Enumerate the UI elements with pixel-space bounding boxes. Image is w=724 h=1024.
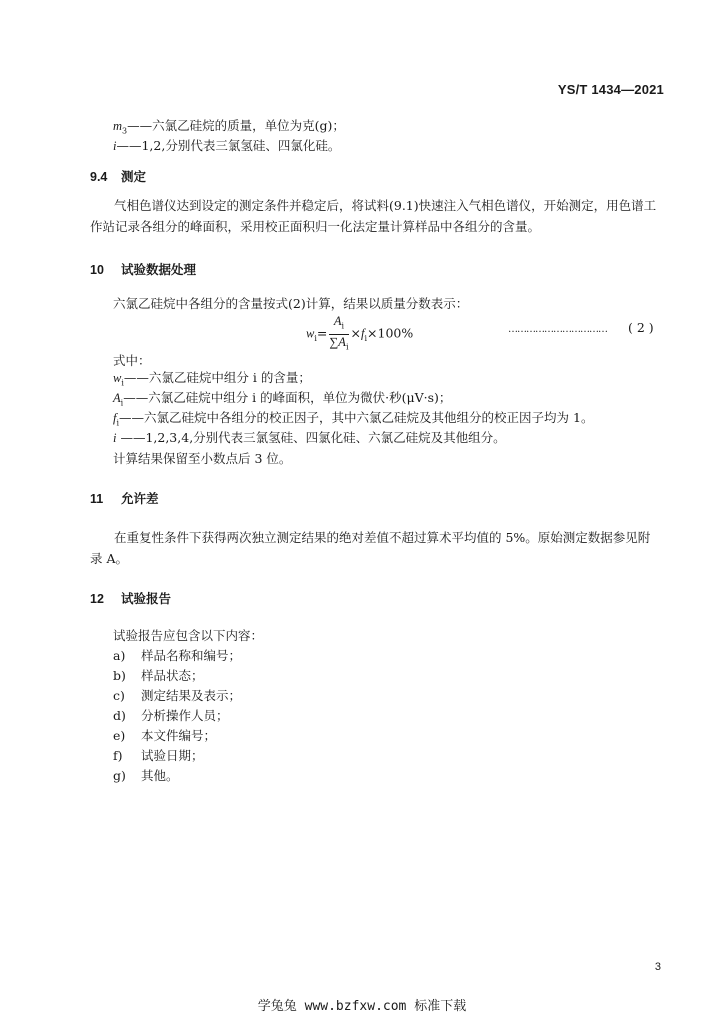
definition-text: ——1,2,3,4,分别代表三氯氢硅、四氯化硅、六氯乙硅烷及其他组分。 — [116, 430, 506, 445]
formula-tail: ×100% — [367, 325, 414, 341]
formula-fraction — [329, 314, 348, 354]
definition-i-components — [113, 429, 506, 447]
section-title: 测定 — [121, 170, 147, 184]
paragraph-11: 在重复性条件下获得两次独立测定结果的绝对差值不超过算术平均值的 5%。原始测定数据参见附录 A。 — [90, 530, 651, 566]
list-item — [113, 707, 229, 725]
formula-numerator: $A_i$ — [329, 314, 348, 335]
definition-subscript: i — [121, 378, 124, 388]
section-heading-9-4 — [90, 167, 146, 185]
list-item — [113, 687, 241, 705]
section-heading-10 — [90, 260, 196, 278]
definition-symbol: w — [113, 371, 122, 385]
formula-leader-dots: …………………………… — [508, 324, 607, 335]
section-number: 10 — [90, 263, 104, 277]
list-item-text: 测定结果及表示； — [141, 688, 242, 703]
list-item-label: c) — [113, 688, 125, 703]
section-number: 12 — [90, 592, 104, 606]
list-item-text: 其他。 — [141, 768, 179, 783]
formula-equals: = — [316, 325, 328, 341]
formula-f-subscript: i — [364, 334, 368, 343]
formula-2 — [306, 314, 413, 354]
where-label: 式中： — [113, 353, 151, 368]
section-heading-12 — [90, 589, 171, 607]
section-heading-11 — [90, 489, 159, 507]
definition-text: ——1,2,分别代表三氯氢硅、四氯化硅。 — [116, 138, 341, 153]
list-item — [113, 747, 204, 765]
definition-symbol: m — [113, 119, 123, 133]
list-item — [113, 767, 179, 785]
definition-i — [113, 137, 340, 155]
definition-subscript: i — [116, 418, 120, 428]
section-number: 9.4 — [90, 170, 108, 184]
list-item-label: d) — [113, 708, 126, 723]
definition-symbol: f — [113, 411, 117, 425]
list-item-label: b) — [113, 668, 126, 683]
formula-number: ( 2 ) — [628, 320, 654, 335]
paragraph-9-4: 气相色谱仪达到设定的测定条件并稳定后，将试料(9.1)快速注入气相色谱仪，开始测定，用色谱工作站记录各组分的峰面积，采用校正面积归一化法定量计算样品中各组分的含量。 — [90, 198, 657, 234]
list-item-text: 本文件编号； — [141, 728, 217, 743]
list-item-label: e) — [113, 728, 126, 743]
formula-times: × — [350, 325, 361, 341]
list-item — [113, 647, 241, 665]
definition-text: ——六氯乙硅烷的质量，单位为克(g)； — [127, 118, 345, 133]
section-title: 试验报告 — [121, 592, 172, 606]
formula-lhs: w — [306, 326, 315, 341]
section-number: 11 — [90, 492, 104, 506]
list-item — [113, 667, 204, 685]
list-item-label: f) — [113, 748, 123, 763]
formula-denominator: $\sum A_i$ — [329, 334, 349, 351]
list-item-text: 样品名称和编号； — [141, 648, 242, 663]
definition-subscript: i — [120, 398, 124, 408]
section-title: 试验数据处理 — [121, 263, 197, 277]
definition-text: ——六氯乙硅烷中各组分的校正因子，其中六氯乙硅烷及其他组分的校正因子均为 1。 — [119, 410, 594, 425]
formula-f: f — [360, 326, 365, 341]
rounding-note: 计算结果保留至小数点后 3 位。 — [113, 451, 292, 466]
download-footer[interactable]: 学兔兔 www.bzfxw.com 标准下载 — [257, 999, 467, 1014]
definition-text: ——六氯乙硅烷中组分 i 的含量； — [123, 370, 311, 385]
list-item — [113, 727, 216, 745]
definition-symbol: i — [113, 431, 117, 445]
definition-symbol: A — [113, 391, 121, 405]
formula-lhs-subscript: i — [314, 334, 317, 343]
section-title: 允许差 — [121, 492, 159, 506]
list-item-text: 样品状态； — [141, 668, 204, 683]
list-item-text: 分析操作人员； — [141, 708, 229, 723]
page-number: 3 — [654, 961, 661, 973]
definition-symbol: i — [113, 139, 117, 153]
list-item-text: 试验日期； — [141, 748, 204, 763]
list-item-label: g) — [113, 768, 126, 783]
definition-text: ——六氯乙硅烷中组分 i 的峰面积，单位为微伏·秒(μV·s)； — [123, 390, 452, 405]
list-item-label: a) — [113, 648, 126, 663]
standard-number: YS/T 1434—2021 — [557, 82, 664, 97]
definition-subscript: 3 — [122, 126, 128, 136]
paragraph-10-intro: 六氯乙硅烷中各组分的含量按式(2)计算，结果以质量分数表示： — [113, 296, 469, 311]
report-intro: 试验报告应包含以下内容： — [113, 628, 264, 643]
